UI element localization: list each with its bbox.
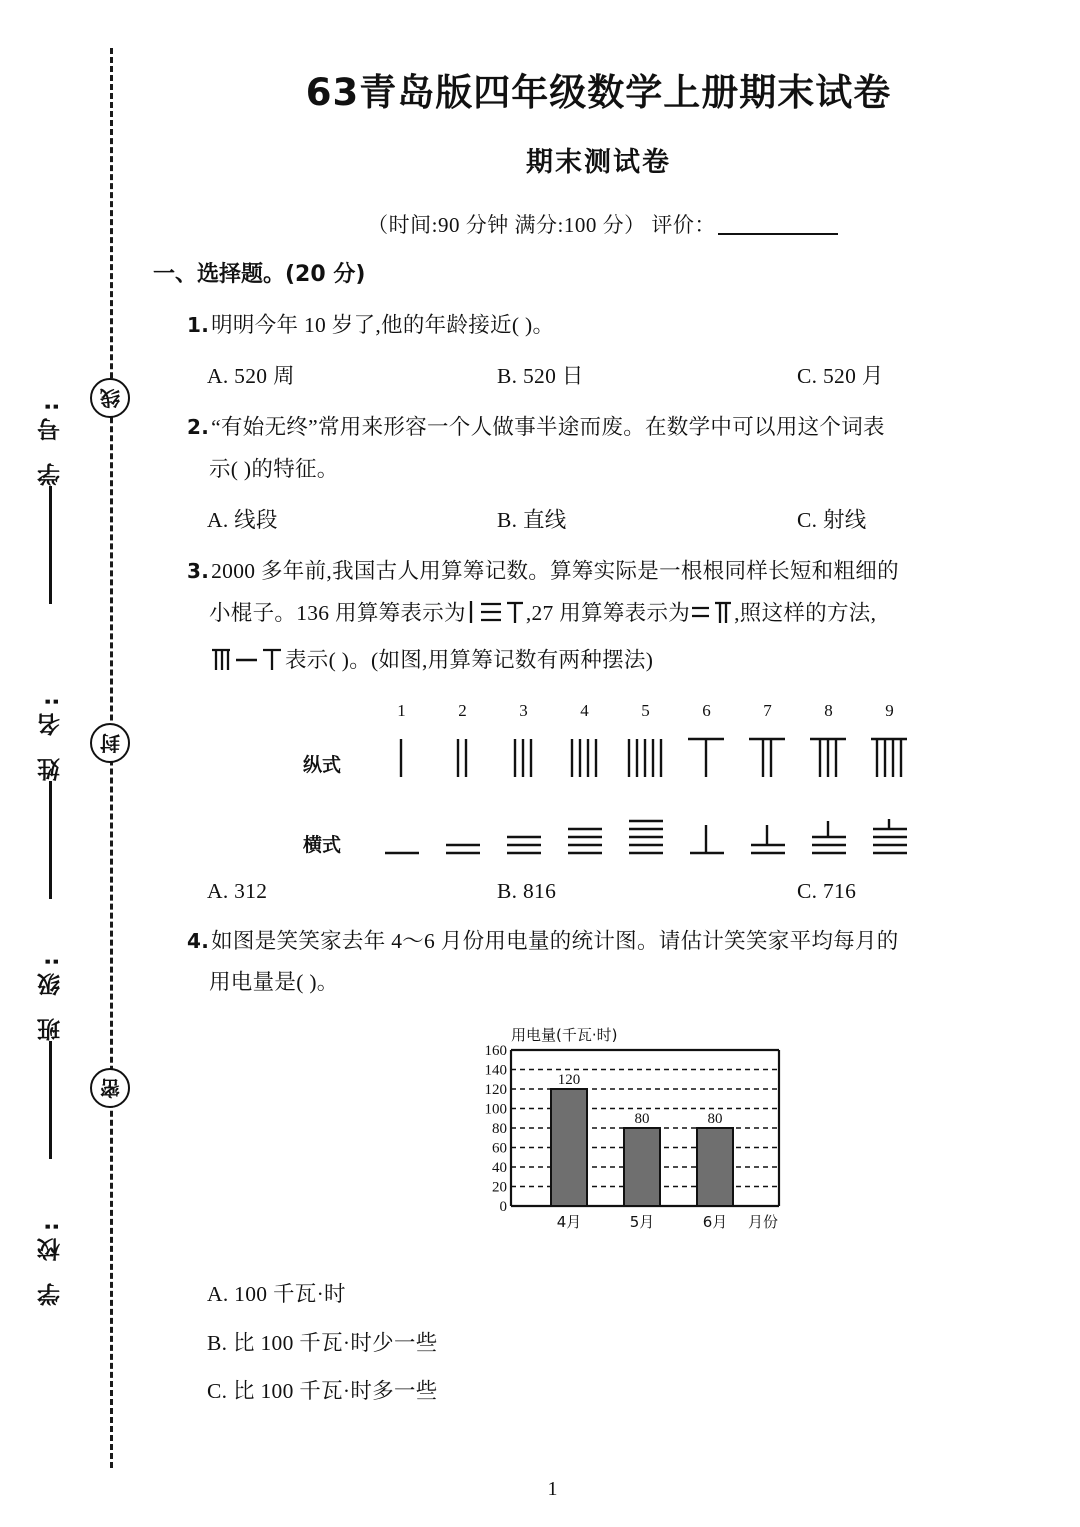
rod-number-5: 5 (641, 700, 650, 720)
chart-value-label-may: 80 (634, 1111, 650, 1128)
seal-mark-feng-label: 封 (100, 731, 120, 755)
counting-rod-vertical-label: 纵式 (303, 753, 342, 776)
field-class-rule (49, 1041, 52, 1159)
question-3-option-c[interactable]: C. 716 (797, 878, 857, 903)
question-4-text-line-1: 如图是笑笑家去年 4～6 月份用电量的统计图。请估计笑笑家平均每月的 (211, 928, 899, 953)
exam-paper-body (145, 0, 1080, 1527)
rod-horizontal-2-icon (432, 803, 493, 861)
question-3-line-2-part-c: ,照这样的方法, (734, 600, 877, 625)
chart-ytick-40: 40 (492, 1160, 507, 1177)
section-heading-multiple-choice: 一、选择题。(20 分) (153, 262, 366, 287)
rod-horizontal-5-icon (615, 803, 676, 861)
rod-vertical-2-icon (432, 723, 493, 781)
page-title: 63青岛版四年级数学上册期末试卷 (305, 71, 892, 114)
chart-bar-april (551, 1089, 587, 1206)
page-subtitle: 期末测试卷 (526, 147, 671, 178)
rod-vertical-4-icon (554, 723, 615, 781)
chart-y-axis-title: 用电量(千瓦·时) (511, 1026, 618, 1045)
counting-rod-glyph-question-icon (210, 645, 284, 687)
field-student-name-label: 姓 名: (37, 690, 64, 782)
question-3-option-b[interactable]: B. 816 (497, 878, 557, 903)
seal-mark-line (90, 378, 130, 418)
chart-ytick-80: 80 (492, 1121, 507, 1138)
chart-ytick-140: 140 (484, 1062, 507, 1079)
question-2-option-c[interactable]: C. 射线 (797, 507, 867, 532)
rod-vertical-9-icon (859, 723, 920, 781)
rod-horizontal-3-icon (493, 803, 554, 861)
chart-ytick-100: 100 (484, 1101, 507, 1118)
rod-number-2: 2 (458, 700, 467, 720)
rod-number-9: 9 (885, 700, 894, 720)
question-1 (187, 305, 1080, 347)
question-1-option-b[interactable]: B. 520 日 (497, 363, 584, 388)
field-school (22, 1215, 78, 1306)
question-3-option-a[interactable]: A. 312 (207, 878, 268, 903)
chart-category-may: 5月 (629, 1213, 655, 1232)
question-2-option-a[interactable]: A. 线段 (207, 507, 278, 532)
rod-number-1: 1 (397, 700, 406, 720)
question-1-number: 1. (187, 313, 210, 337)
question-3-line-2-part-b: ,27 用算筹表示为 (525, 600, 691, 625)
evaluation-blank (718, 233, 838, 235)
rod-horizontal-1-icon (371, 803, 432, 861)
question-2-text-line-1: “有始无终”常用来形容一个人做事半途而废。在数学中可以用这个词表 (211, 414, 885, 439)
seal-mark-line-label: 线 (100, 386, 120, 410)
exam-meta-text: （时间:90 分钟 满分:100 分） 评价： (367, 213, 716, 237)
question-2-text-line-2: 示( )的特征。 (209, 456, 339, 481)
rod-horizontal-8-icon (798, 803, 859, 861)
question-1-text: 明明今年 10 岁了,他的年龄接近( )。 (211, 313, 555, 337)
question-4-option-c[interactable]: C. 比 100 千瓦·时多一些 (207, 1379, 438, 1404)
chart-bar-may (624, 1128, 660, 1206)
chart-value-label-april: 120 (557, 1072, 581, 1089)
question-1-options (207, 359, 1080, 390)
question-3-text-line-2 (209, 593, 1080, 640)
counting-rod-glyph-136-icon (467, 598, 525, 640)
rod-number-3: 3 (519, 700, 528, 720)
field-school-label: 学 校: (37, 1215, 64, 1307)
counting-rod-vertical-row (303, 723, 923, 781)
question-3-text-line-1: 2000 多年前,我国古人用算筹记数。算筹实际是一根根同样长短和粗细的 (211, 558, 899, 583)
exam-meta-line (145, 209, 1080, 239)
question-2-options (207, 503, 1080, 534)
rod-vertical-3-icon (493, 723, 554, 781)
counting-rod-horizontal-label: 横式 (303, 833, 342, 856)
question-3 (187, 551, 1080, 687)
question-3-options (207, 879, 1080, 904)
field-class-label: 班 级: (37, 950, 64, 1042)
rod-number-6: 6 (702, 700, 711, 720)
chart-x-axis-title: 月份 (747, 1213, 779, 1232)
counting-rod-horizontal-row (303, 803, 923, 861)
question-3-line-2-part-a: 小棍子。136 用算筹表示为 (209, 600, 466, 625)
seal-mark-mi (90, 1068, 130, 1108)
rod-vertical-1-icon (371, 723, 432, 781)
chart-value-label-june: 80 (707, 1111, 723, 1128)
chart-ytick-160: 160 (484, 1043, 507, 1060)
rod-number-8: 8 (824, 700, 833, 720)
question-4-options (207, 1270, 1080, 1415)
question-4-option-a[interactable]: A. 100 千瓦·时 (207, 1282, 346, 1307)
question-3-line-3-text: 表示( )。(如图,用算筹记数有两种摆法) (285, 647, 654, 672)
rod-horizontal-7-icon (737, 803, 798, 861)
field-student-name (22, 690, 78, 899)
field-student-number-label: 学 号: (37, 395, 64, 487)
rod-number-7: 7 (763, 700, 772, 720)
chart-bar-june (697, 1128, 733, 1206)
rod-vertical-5-icon (615, 723, 676, 781)
question-2 (187, 407, 1080, 491)
seal-binding-column (0, 0, 145, 1527)
rod-number-4: 4 (580, 700, 589, 720)
field-student-number-rule (49, 486, 52, 604)
rod-vertical-8-icon (798, 723, 859, 781)
counting-rod-glyph-27-icon (691, 598, 733, 640)
field-student-name-rule (49, 781, 52, 899)
chart-category-june: 6月 (702, 1213, 728, 1232)
chart-ytick-20: 20 (492, 1179, 507, 1196)
rod-vertical-6-icon (676, 723, 737, 781)
chart-ytick-60: 60 (492, 1140, 507, 1157)
question-3-text-line-3 (209, 640, 1080, 687)
question-2-number: 2. (187, 414, 210, 439)
question-4 (187, 921, 1080, 1005)
counting-rod-number-header (371, 701, 923, 721)
rod-horizontal-6-icon (676, 803, 737, 861)
question-4-text-line-2: 用电量是( )。 (209, 970, 339, 995)
chart-category-april: 4月 (556, 1213, 582, 1232)
rod-horizontal-9-icon (859, 803, 920, 861)
chart-ytick-120: 120 (484, 1082, 507, 1099)
question-4-option-b[interactable]: B. 比 100 千瓦·时少一些 (207, 1330, 438, 1355)
chart-ytick-0: 0 (499, 1199, 507, 1216)
question-2-option-b[interactable]: B. 直线 (497, 507, 567, 532)
seal-mark-mi-label: 密 (100, 1076, 120, 1100)
question-3-number: 3. (187, 558, 210, 583)
counting-rod-figure (303, 701, 923, 861)
field-student-number (22, 395, 78, 604)
seal-mark-feng (90, 723, 130, 763)
question-1-option-a[interactable]: A. 520 周 (207, 363, 295, 388)
question-1-option-c[interactable]: C. 520 月 (797, 363, 884, 388)
bar-chart-svg (463, 1024, 793, 1256)
page-number: 1 (547, 1478, 558, 1500)
rod-vertical-7-icon (737, 723, 798, 781)
field-class (22, 950, 78, 1159)
electricity-usage-bar-chart (463, 1024, 793, 1256)
question-4-number: 4. (187, 928, 210, 953)
rod-horizontal-4-icon (554, 803, 615, 861)
